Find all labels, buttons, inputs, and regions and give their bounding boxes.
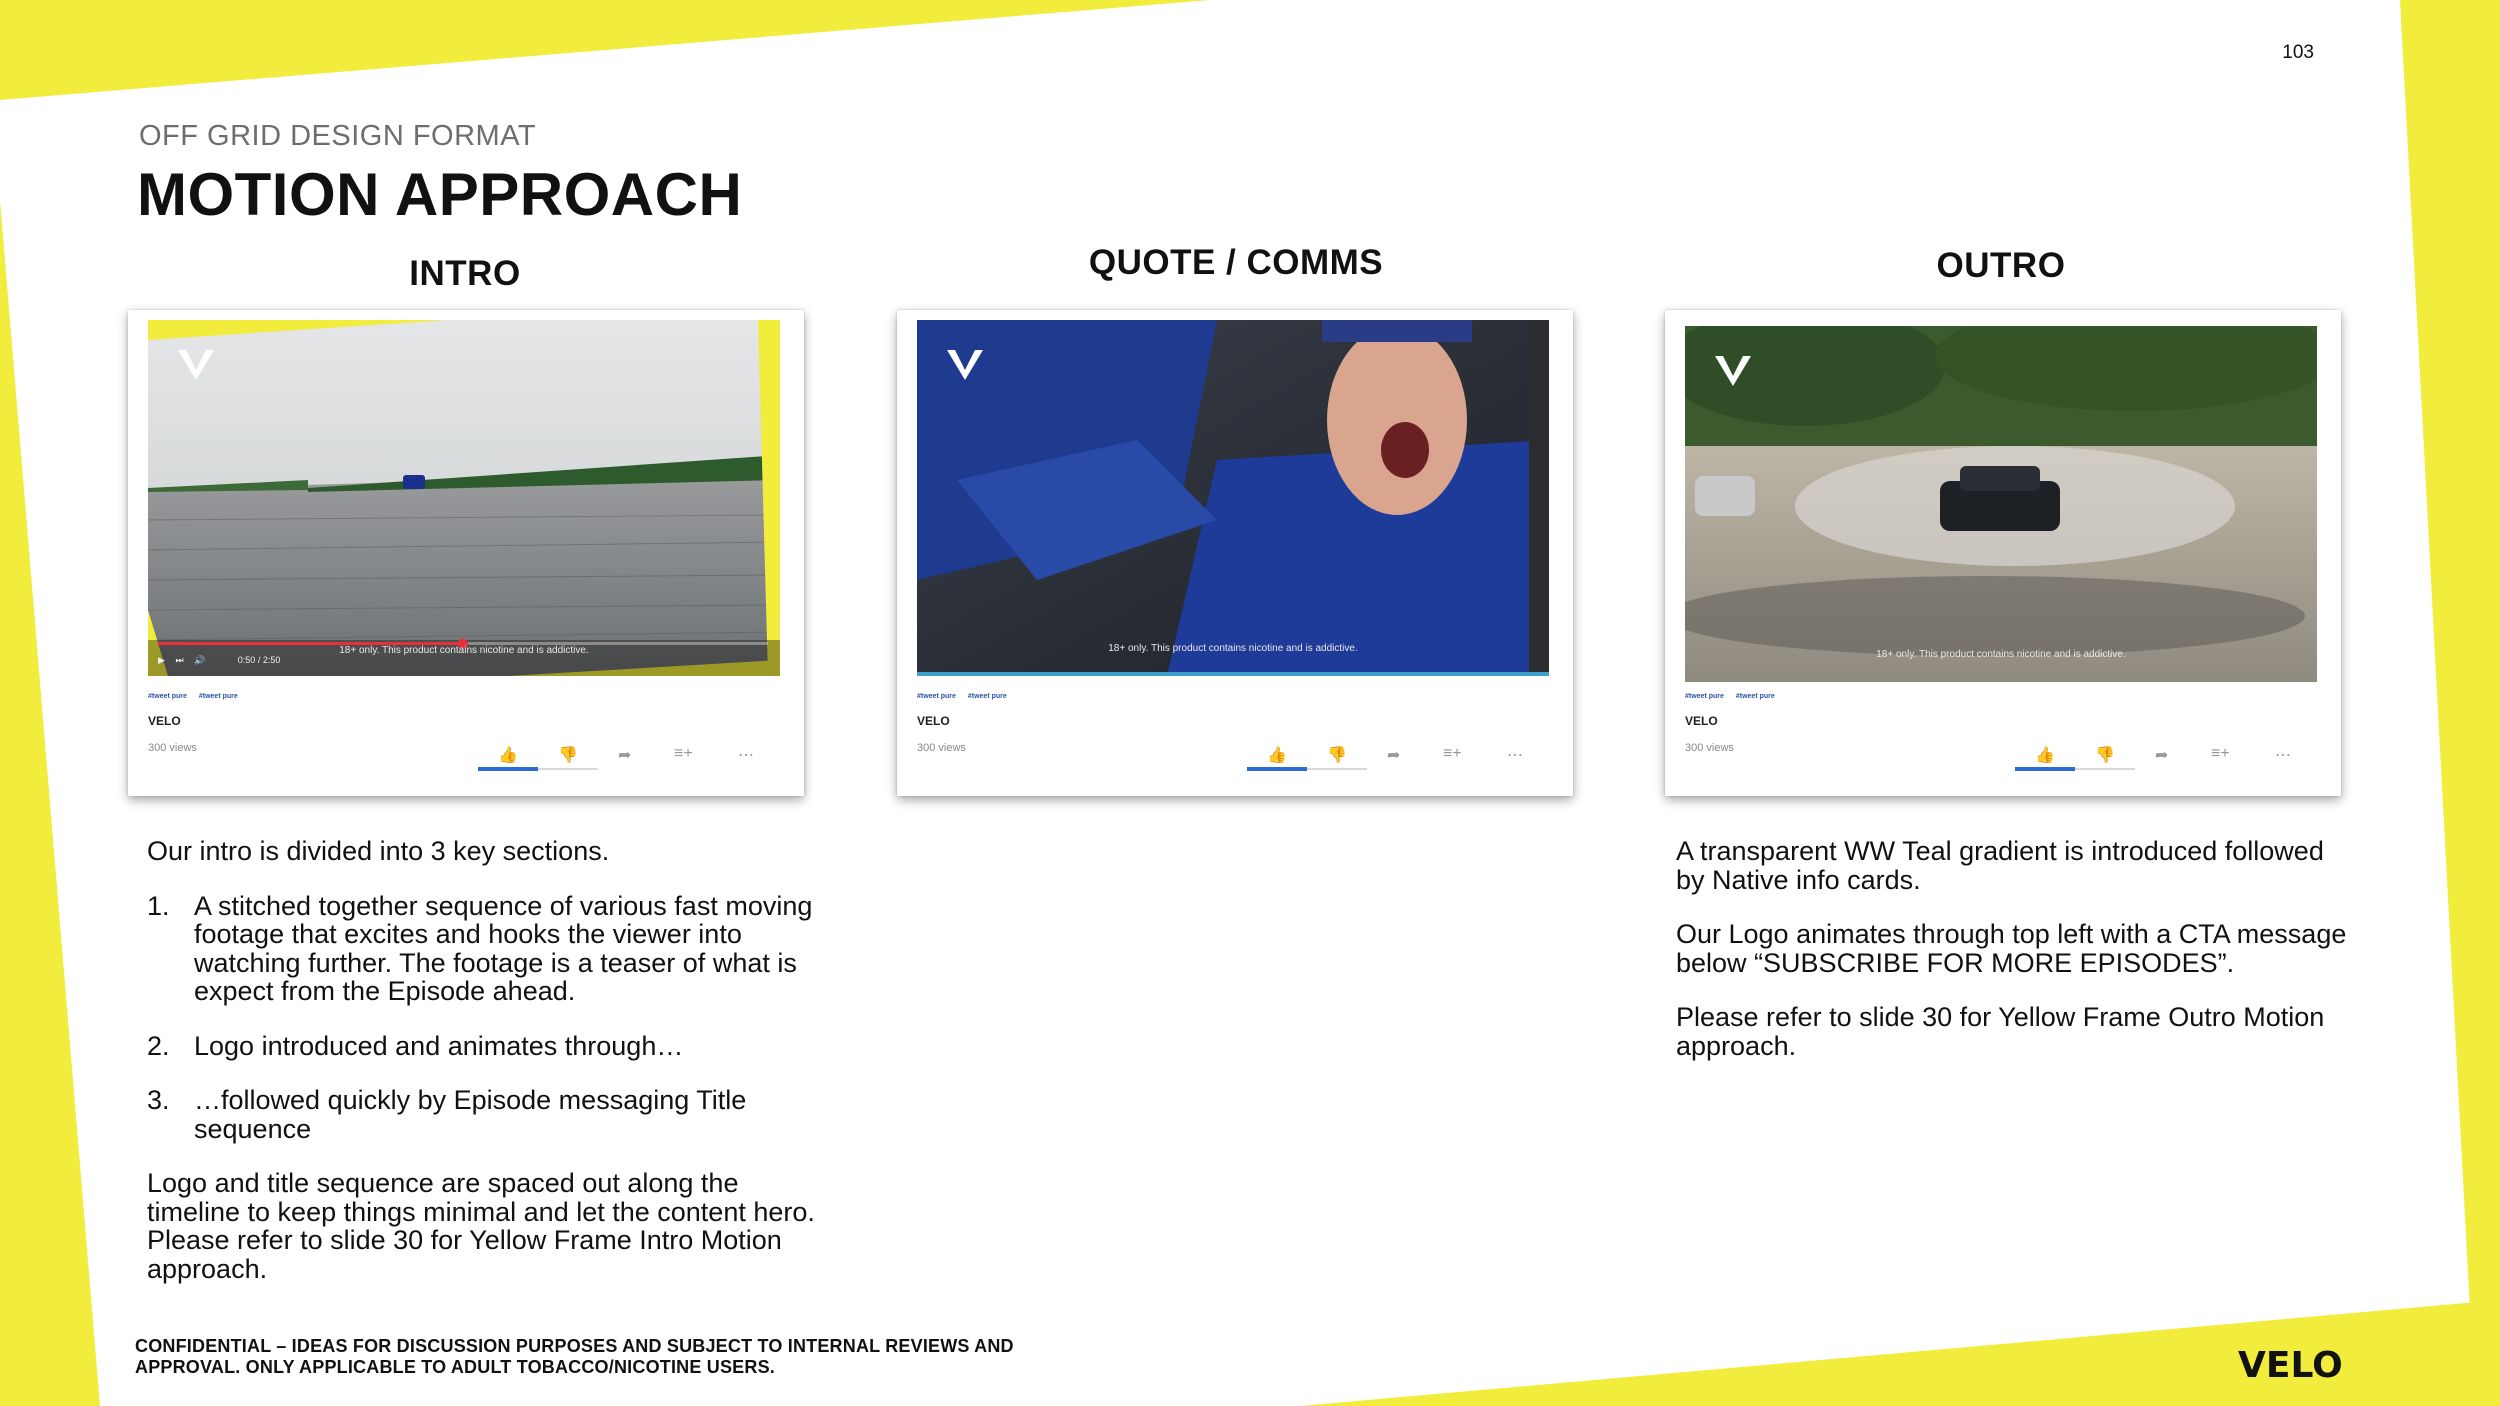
view-count: 300 views bbox=[148, 742, 197, 754]
hashtag-link[interactable]: #tweet pure bbox=[1735, 693, 1775, 700]
add-to-playlist-icon[interactable]: ≡+ bbox=[2211, 745, 2230, 762]
intro-heading: INTRO bbox=[409, 254, 521, 293]
velo-v-logo-icon bbox=[1715, 356, 1751, 386]
view-count: 300 views bbox=[917, 742, 966, 754]
outro-description bbox=[1676, 837, 2356, 1086]
like-icon[interactable]: 👍 bbox=[1267, 747, 1287, 764]
hashtag-link[interactable]: #tweet pure bbox=[148, 693, 187, 700]
quote-comms-video-card bbox=[897, 310, 1573, 796]
list-number: 1. bbox=[147, 890, 170, 921]
nicotine-warning: 18+ only. This product contains nicotine and is addictive. bbox=[1876, 649, 2126, 660]
velo-brand-logo bbox=[2238, 1345, 2366, 1381]
share-icon[interactable]: ➦ bbox=[618, 747, 632, 764]
quote-comms-heading: QUOTE / COMMS bbox=[1088, 243, 1384, 282]
outro-paragraph: Please refer to slide 30 for Yellow Frame Outro Motion approach. bbox=[1676, 1002, 2325, 1061]
intro-video-frame bbox=[148, 320, 780, 676]
confidential-note bbox=[135, 1336, 1014, 1378]
video-actions bbox=[2015, 745, 2305, 775]
like-ratio-track bbox=[1307, 768, 1367, 770]
intro-list-item bbox=[147, 1032, 847, 1061]
velo-v-logo-icon bbox=[947, 350, 983, 380]
brand-wordmark: VELO bbox=[2238, 1345, 2343, 1381]
like-ratio-bar bbox=[478, 767, 538, 771]
hashtags bbox=[148, 693, 780, 700]
hashtag-link[interactable]: #tweet pure bbox=[917, 693, 956, 700]
velo-v-logo-icon bbox=[178, 350, 214, 380]
like-ratio-track bbox=[538, 768, 598, 770]
like-ratio-track bbox=[2075, 768, 2135, 770]
list-text: A stitched together sequence of various fast moving footage that excites and hooks the viewer into watching further. The footage is a teaser of what is expect from the Episode ahead. bbox=[194, 890, 813, 1006]
add-to-playlist-icon[interactable]: ≡+ bbox=[1443, 745, 1462, 762]
outro-video-frame bbox=[1685, 326, 2317, 682]
channel-name[interactable]: VELO bbox=[917, 714, 950, 728]
hashtag-link[interactable]: #tweet pure bbox=[1685, 693, 1724, 700]
dislike-icon[interactable]: 👎 bbox=[558, 747, 578, 764]
page-title: MOTION APPROACH bbox=[137, 161, 743, 228]
intro-lead: Our intro is divided into 3 key sections. bbox=[147, 836, 610, 866]
hashtag-link[interactable]: #tweet pure bbox=[967, 693, 1007, 700]
outro-video-card bbox=[1665, 310, 2341, 796]
channel-name[interactable]: VELO bbox=[1685, 714, 1718, 728]
outro-video-player[interactable] bbox=[1685, 326, 2317, 682]
outro-paragraph: A transparent WW Teal gradient is introduced followed by Native info cards. bbox=[1676, 836, 2324, 895]
quote-comms-video-frame bbox=[917, 320, 1549, 676]
intro-list-item bbox=[147, 892, 847, 1006]
view-count: 300 views bbox=[1685, 742, 1734, 754]
nicotine-warning: 18+ only. This product contains nicotine and is addictive. bbox=[339, 645, 589, 656]
like-icon[interactable]: 👍 bbox=[2035, 747, 2055, 764]
like-icon[interactable]: 👍 bbox=[498, 747, 518, 764]
quote-comms-video-player[interactable] bbox=[917, 320, 1549, 676]
hashtag-link[interactable]: #tweet pure bbox=[198, 693, 238, 700]
eyebrow-label: OFF GRID DESIGN FORMAT bbox=[139, 120, 537, 152]
nicotine-warning: 18+ only. This product contains nicotine and is addictive. bbox=[1108, 643, 1358, 654]
like-ratio-bar bbox=[2015, 767, 2075, 771]
more-icon[interactable]: ⋯ bbox=[2275, 747, 2291, 764]
list-text: …followed quickly by Episode messaging Title sequence bbox=[194, 1085, 747, 1144]
volume-icon[interactable]: 🔊 bbox=[194, 655, 206, 665]
share-icon[interactable]: ➦ bbox=[1387, 747, 1401, 764]
list-number: 3. bbox=[147, 1085, 170, 1115]
confidential-line-1: CONFIDENTIAL – IDEAS FOR DISCUSSION PURPOSES AND SUBJECT TO INTERNAL REVIEWS AND bbox=[135, 1336, 1014, 1356]
intro-video-card bbox=[128, 310, 804, 796]
more-icon[interactable]: ⋯ bbox=[738, 747, 754, 764]
page-number: 103 bbox=[2282, 42, 2314, 63]
video-controls[interactable] bbox=[158, 655, 280, 666]
list-text: Logo introduced and animates through… bbox=[194, 1030, 684, 1061]
dislike-icon[interactable]: 👎 bbox=[1327, 747, 1347, 764]
hashtags bbox=[1685, 693, 2317, 700]
video-actions bbox=[1247, 745, 1537, 775]
intro-closing: Logo and title sequence are spaced out along the timeline to keep things minimal and let the content hero. Please refer to slide 30 for Yellow Frame Intro Motion approach. bbox=[147, 1168, 815, 1284]
hashtags bbox=[917, 693, 1549, 700]
confidential-line-2: APPROVAL. ONLY APPLICABLE TO ADULT TOBACCO/NICOTINE USERS. bbox=[135, 1357, 775, 1377]
intro-description bbox=[147, 837, 847, 1309]
outro-heading: OUTRO bbox=[1936, 246, 2066, 285]
list-number: 2. bbox=[147, 1030, 170, 1061]
video-time: 0:50 / 2:50 bbox=[237, 655, 281, 665]
add-to-playlist-icon[interactable]: ≡+ bbox=[674, 745, 693, 762]
play-icon[interactable]: ▶ bbox=[158, 655, 165, 665]
video-actions bbox=[478, 745, 768, 775]
outro-paragraph: Our Logo animates through top left with a CTA message below “SUBSCRIBE FOR MORE EPISODES”. bbox=[1676, 919, 2347, 978]
channel-name[interactable]: VELO bbox=[148, 714, 181, 728]
like-ratio-bar bbox=[1247, 767, 1307, 771]
dislike-icon[interactable]: 👎 bbox=[2095, 747, 2115, 764]
share-icon[interactable]: ➦ bbox=[2155, 747, 2169, 764]
intro-video-player[interactable] bbox=[148, 320, 780, 676]
intro-list-item bbox=[147, 1086, 847, 1143]
next-icon[interactable]: ⏭ bbox=[175, 655, 184, 665]
more-icon[interactable]: ⋯ bbox=[1507, 747, 1523, 764]
